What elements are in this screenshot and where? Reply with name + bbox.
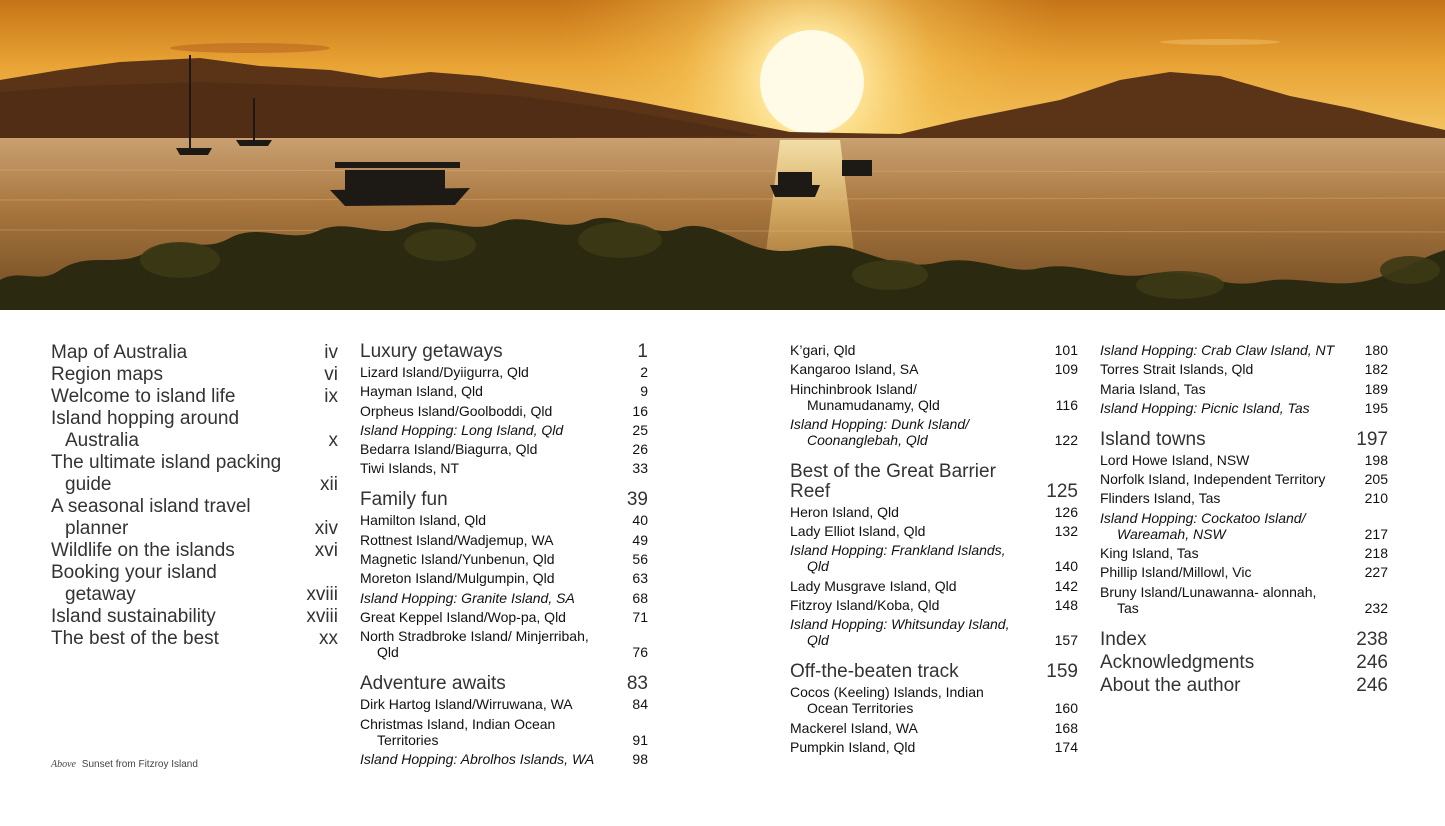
toc-entry-title: Island Hopping: Crab Claw Island, NT [1100,342,1335,358]
back-matter-entry-page: 246 [1356,674,1388,696]
section-heading-title: Family fun [360,489,448,511]
toc-entry[interactable] [1100,342,1388,358]
toc-section [790,662,1078,755]
toc-entry[interactable] [790,720,1078,736]
toc-entry-page: 68 [632,589,648,606]
toc-entry-page: 180 [1364,342,1388,358]
front-matter-entry-title: The ultimate island packing guide [51,452,282,495]
toc-entry[interactable] [1100,471,1388,487]
toc-entry-title: Lord Howe Island, NSW [1100,451,1250,468]
front-matter-entry[interactable] [51,606,338,628]
toc-column-3 [1100,342,1388,710]
back-matter-entry-page: 238 [1356,628,1388,650]
toc-entry-page: 168 [1054,719,1078,736]
section-heading[interactable] [790,462,1078,502]
toc-entry[interactable] [1100,490,1388,506]
toc-entry[interactable] [360,590,648,606]
toc-entry[interactable] [1100,381,1388,397]
toc-entry-page: 217 [1364,525,1388,542]
front-matter-entry-title: Wildlife on the islands [51,540,235,561]
toc-entry-title: Pumpkin Island, Qld [790,738,916,755]
section-heading[interactable] [360,490,648,510]
toc-entry[interactable] [790,578,1078,594]
toc-entry[interactable] [790,342,1078,358]
toc-entry-title: Island Hopping: Frankland Islands, Qld [790,542,1006,575]
toc-entry-title: Hayman Island, Qld [360,383,483,400]
toc-entry[interactable] [360,716,648,748]
toc-entry-page: 101 [1054,342,1078,358]
toc-entry-page: 26 [632,441,648,458]
toc-entry[interactable] [360,751,648,767]
toc-entry-page: 25 [632,421,648,438]
toc-entry[interactable] [790,597,1078,613]
toc-entry-title: Fitzroy Island/Koba, Qld [790,597,940,614]
toc-entry[interactable] [360,551,648,567]
caption-label: Above [51,759,76,770]
toc-entry[interactable] [1100,510,1388,542]
toc-entry-title: Moreton Island/Mulgumpin, Qld [360,570,555,587]
back-matter-entry-title: Acknowledgments [1100,651,1255,673]
front-matter-entry[interactable] [51,386,338,408]
toc-entry[interactable] [360,383,648,399]
front-matter-entry-title: Island sustainability [51,606,216,627]
section-heading-page: 125 [1046,480,1078,502]
toc-entry-page: 132 [1054,523,1078,540]
section-heading-title: Best of the Great Barrier Reef [790,460,996,502]
section-heading-title: Off-the-beaten track [790,661,959,683]
front-matter-entry[interactable] [51,364,338,386]
front-matter-entry-page: xvi [314,540,338,561]
toc-entry-title: Dirk Hartog Island/Wirruwana, WA [360,696,573,713]
toc-entry-title: Island Hopping: Long Island, Qld [360,421,564,438]
toc-entry[interactable] [1100,584,1388,616]
toc-entry-page: 16 [632,402,648,419]
toc-entry-page: 205 [1364,471,1388,488]
front-matter-entry-page: xii [320,474,338,495]
toc-entry-title: Cocos (Keeling) Islands, Indian Ocean Territories [790,684,984,717]
toc-entry-page: 227 [1364,564,1388,581]
toc-entry-page: 49 [632,531,648,548]
front-matter-entry-title: The best of the best [51,628,219,649]
toc-entry-page: 122 [1054,431,1078,448]
front-matter-entry[interactable] [51,628,338,650]
front-matter-entry-page: ix [324,386,338,407]
back-matter-entry[interactable] [1100,653,1388,673]
front-matter-entry[interactable] [51,408,338,452]
toc-entry-page: 63 [632,570,648,587]
toc-entry[interactable] [790,616,1078,648]
toc-section [360,490,648,660]
front-matter-entry-page: iv [324,342,338,363]
toc-entry[interactable] [360,364,648,380]
toc-entry-title: Island Hopping: Abrolhos Islands, WA [360,750,595,767]
front-matter-entry-title: Map of Australia [51,342,188,363]
toc-entry[interactable] [360,532,648,548]
section-heading-page: 197 [1356,428,1388,450]
toc-entry-page: 71 [632,608,648,625]
toc-section [360,342,648,476]
toc-entry-page: 84 [632,696,648,713]
section-heading[interactable] [790,662,1078,682]
toc-entry-title: Island Hopping: Dunk Island/ Coonanglebah, Qld [790,415,969,448]
toc-entry[interactable] [360,403,648,419]
toc-entry[interactable] [1100,545,1388,561]
toc-entry-page: 195 [1364,399,1388,416]
toc-entry-page: 9 [640,383,648,400]
toc-entry-title: Maria Island, Tas [1100,380,1206,397]
toc-entry[interactable] [790,739,1078,755]
toc-entry-title: Flinders Island, Tas [1100,490,1221,507]
toc-entry-title: Bruny Island/Lunawanna- alonnah, Tas [1100,583,1317,616]
toc-entry-title: K’gari, Qld [790,342,856,358]
toc-entry[interactable] [360,460,648,476]
toc-entry-page: 218 [1364,545,1388,562]
toc-entry-title: Lady Elliot Island, Qld [790,523,926,540]
toc-entry[interactable] [360,422,648,438]
toc-entry[interactable] [790,542,1078,574]
toc-entry-page: 91 [632,731,648,748]
front-matter-entry[interactable] [51,452,338,496]
front-matter-entry-page: xviii [306,584,338,605]
toc-entry-page: 232 [1364,599,1388,616]
back-matter-entry-title: Index [1100,628,1147,650]
toc-entry-title: Rottnest Island/Wadjemup, WA [360,531,554,548]
front-matter-entry[interactable] [51,540,338,562]
toc-entry-page: 33 [632,460,648,477]
front-matter-entry-page: x [328,430,338,451]
toc-entry-title: Lady Musgrave Island, Qld [790,577,957,594]
toc-entry-page: 160 [1054,700,1078,717]
toc-entry[interactable] [790,361,1078,377]
toc-entry-title: Torres Strait Islands, Qld [1100,361,1254,378]
back-matter-entry[interactable] [1100,676,1388,696]
back-matter-entry-page: 246 [1356,651,1388,673]
toc-entry-page: 56 [632,551,648,568]
toc-section [790,342,1078,448]
toc-column-1 [360,342,648,781]
front-matter-list [51,342,338,650]
toc-entry-title: Orpheus Island/Goolboddi, Qld [360,402,553,419]
toc-entry-title: Christmas Island, Indian Ocean Territories [360,715,556,748]
toc-entry[interactable] [1100,564,1388,580]
toc-entry-page: 210 [1364,490,1388,507]
toc-entry-page: 157 [1054,632,1078,649]
section-heading[interactable] [1100,430,1388,450]
front-matter-entry-title: Welcome to island life [51,386,236,407]
toc-entry[interactable] [1100,452,1388,468]
toc-entry[interactable] [790,381,1078,413]
toc-entry-page: 126 [1054,503,1078,520]
back-matter-list [1100,630,1388,696]
section-heading-page: 159 [1046,661,1078,683]
toc-entry-title: Great Keppel Island/Wop-pa, Qld [360,608,566,625]
toc-entry-page: 182 [1364,361,1388,378]
toc-entry[interactable] [790,504,1078,520]
toc-entry-title: Island Hopping: Whitsunday Island, Qld [790,616,1010,649]
toc-entry-page: 140 [1054,558,1078,575]
toc-entry-title: Island Hopping: Picnic Island, Tas [1100,399,1310,416]
toc-entry-title: Tiwi Islands, NT [360,460,460,477]
front-matter-entry[interactable] [51,342,338,364]
front-matter-entry-page: xiv [314,518,338,539]
toc-section [360,674,648,767]
toc-entry[interactable] [360,441,648,457]
toc-entry[interactable] [360,696,648,712]
toc-entry-title: Bedarra Island/Biagurra, Qld [360,441,538,458]
toc-entry[interactable] [790,523,1078,539]
front-matter-entry-title: Region maps [51,364,163,385]
front-matter-entry-title: A seasonal island travel planner [51,496,251,539]
section-heading[interactable] [360,674,648,694]
toc-entry-title: Hinchinbrook Island/ Munamudanamy, Qld [790,380,940,413]
section-heading-title: Adventure awaits [360,673,506,695]
toc-entry-title: Island Hopping: Granite Island, SA [360,589,575,606]
caption-text: Sunset from Fitzroy Island [81,759,198,770]
photo-caption [51,759,198,770]
toc-section [1100,430,1388,616]
toc-entry[interactable] [1100,400,1388,416]
toc-entry-page: 2 [640,364,648,380]
toc-entry[interactable] [360,628,648,660]
toc-entry-title: Hamilton Island, Qld [360,512,487,529]
toc-entry-page: 174 [1054,738,1078,755]
front-matter-entry-page: xx [319,628,338,649]
toc-entry-title: Lizard Island/Dyiigurra, Qld [360,364,529,380]
toc-entry-page: 76 [632,644,648,661]
toc-entry-page: 109 [1054,361,1078,378]
toc-entry-page: 98 [632,750,648,767]
front-matter-entry-title: Island hopping around Australia [51,408,240,451]
toc-entry-page: 189 [1364,380,1388,397]
back-matter-entry[interactable] [1100,630,1388,650]
toc-entry-title: Kangaroo Island, SA [790,361,919,378]
section-heading-title: Luxury getaways [360,341,503,362]
toc-entry-title: North Stradbroke Island/ Minjerribah, Qld [360,628,589,661]
front-matter-entry-title: Booking your island getaway [51,562,217,605]
toc-entry-title: Island Hopping: Cockatoo Island/ Wareamah, NSW [1100,509,1306,542]
toc-entry-page: 116 [1055,396,1078,413]
toc-entry-page: 148 [1054,597,1078,614]
front-matter-entry[interactable] [51,496,338,540]
section-heading-page: 39 [626,489,648,511]
toc-entry[interactable] [360,609,648,625]
section-heading-title: Island towns [1100,428,1206,450]
toc-entry-title: Magnetic Island/Yunbenun, Qld [360,551,555,568]
toc-entry-title: Phillip Island/Millowl, Vic [1100,564,1252,581]
toc-entry-page: 142 [1054,577,1078,594]
toc-section [790,462,1078,648]
toc-entry-page: 198 [1364,451,1388,468]
front-matter-entry-page: vi [324,364,338,385]
toc-entry[interactable] [1100,361,1388,377]
toc-section [1100,342,1388,416]
sunset-boats-photo [0,0,1445,310]
toc-entry[interactable] [360,570,648,586]
section-heading-page: 83 [626,673,648,695]
section-heading-page: 1 [637,341,648,362]
toc-entry[interactable] [360,512,648,528]
section-heading[interactable] [360,342,648,362]
toc-entry-title: Mackerel Island, WA [790,719,918,736]
toc-entry[interactable] [790,684,1078,716]
toc-entry[interactable] [790,416,1078,448]
toc-entry-title: Norfolk Island, Independent Territory [1100,471,1326,488]
back-matter-entry-title: About the author [1100,674,1241,696]
toc-entry-page: 40 [632,512,648,529]
front-matter-entry-page: xviii [306,606,338,627]
toc-entry-title: Heron Island, Qld [790,503,899,520]
toc-column-2 [790,342,1078,769]
toc-entry-title: King Island, Tas [1100,545,1199,562]
front-matter-entry[interactable] [51,562,338,606]
